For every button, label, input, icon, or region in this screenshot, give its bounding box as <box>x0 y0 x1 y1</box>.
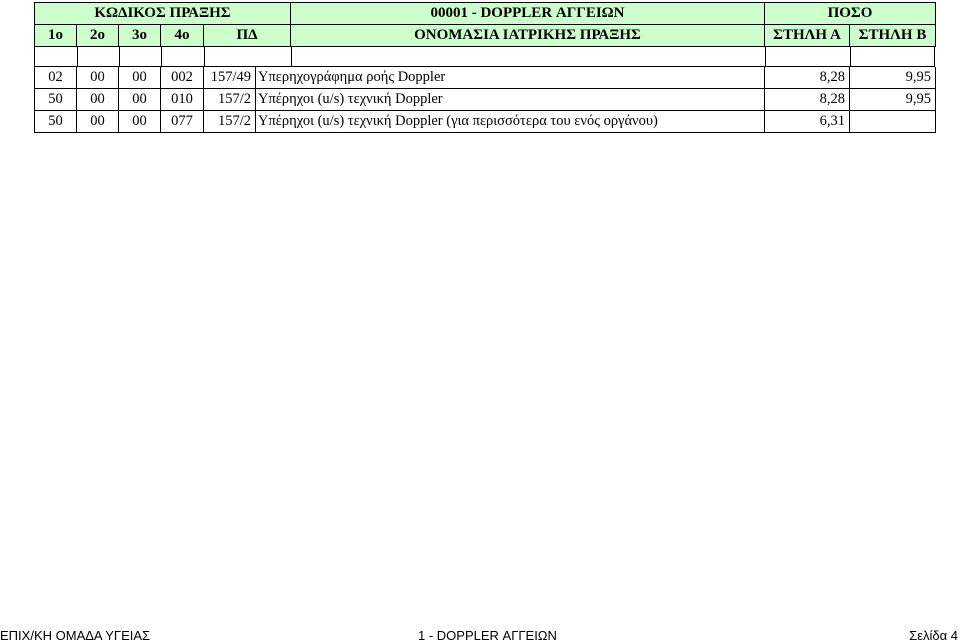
column-b-value <box>850 111 936 133</box>
table-row <box>35 111 936 133</box>
pd-value: 157/49 <box>204 67 256 89</box>
code-3: 00 <box>119 67 161 89</box>
separator-line <box>291 47 292 66</box>
code-1: 02 <box>35 67 77 89</box>
column-b-value: 9,95 <box>850 89 936 111</box>
table-row <box>35 89 936 111</box>
pd-value: 157/2 <box>204 111 256 133</box>
separator-line <box>161 47 162 66</box>
separator-line <box>765 47 766 66</box>
group-title: 00001 - DOPPLER ΑΓΓΕΙΩΝ <box>291 3 765 25</box>
column-b-value: 9,95 <box>850 67 936 89</box>
col-4-label: 4ο <box>161 25 204 47</box>
separator-line <box>77 47 78 66</box>
procedure-name: Υπέρηχοι (u/s) τεχνική Doppler <box>256 89 765 111</box>
header-row-1 <box>35 3 936 25</box>
code-2: 00 <box>77 89 119 111</box>
procedure-name: Υπερηχογράφημα ροής Doppler <box>256 67 765 89</box>
code-4: 002 <box>161 67 204 89</box>
code-3: 00 <box>119 111 161 133</box>
col-2-label: 2ο <box>77 25 119 47</box>
separator-line <box>119 47 120 66</box>
procedures-table <box>34 67 936 133</box>
footer-section: 1 - DOPPLER ΑΓΓΕΙΩΝ <box>418 628 557 643</box>
code-1: 50 <box>35 111 77 133</box>
footer-page-number: Σελίδα 4 <box>909 628 958 643</box>
table-row <box>35 67 936 89</box>
amount-label: ΠΟΣΟ <box>765 3 936 25</box>
footer-organization: ΕΠΙΧ/ΚΗ ΟΜΑΔΑ ΥΓΕΙΑΣ <box>0 628 151 643</box>
code-4: 010 <box>161 89 204 111</box>
col-1-label: 1ο <box>35 25 77 47</box>
code-3: 00 <box>119 89 161 111</box>
procedure-name: Υπέρηχοι (u/s) τεχνική Doppler (για περισσότερα του ενός οργάνου) <box>256 111 765 133</box>
code-1: 50 <box>35 89 77 111</box>
separator-band <box>34 47 935 67</box>
header-table <box>34 2 936 47</box>
column-a-value: 8,28 <box>765 67 850 89</box>
code-4: 077 <box>161 111 204 133</box>
column-a-label: ΣΤΗΛΗ Α <box>765 25 850 47</box>
separator-line <box>850 47 851 66</box>
pd-value: 157/2 <box>204 89 256 111</box>
code-2: 00 <box>77 67 119 89</box>
code-2: 00 <box>77 111 119 133</box>
page-footer <box>0 628 960 644</box>
col-3-label: 3ο <box>119 25 161 47</box>
pd-label: ΠΔ <box>204 25 291 47</box>
column-b-label: ΣΤΗΛΗ Β <box>850 25 936 47</box>
column-a-value: 6,31 <box>765 111 850 133</box>
code-label: ΚΩΔΙΚΟΣ ΠΡΑΞΗΣ <box>35 3 291 25</box>
name-label: ΟΝΟΜΑΣΙΑ ΙΑΤΡΙΚΗΣ ΠΡΑΞΗΣ <box>291 25 765 47</box>
separator-line <box>204 47 205 66</box>
header-row-2 <box>35 25 936 47</box>
column-a-value: 8,28 <box>765 89 850 111</box>
